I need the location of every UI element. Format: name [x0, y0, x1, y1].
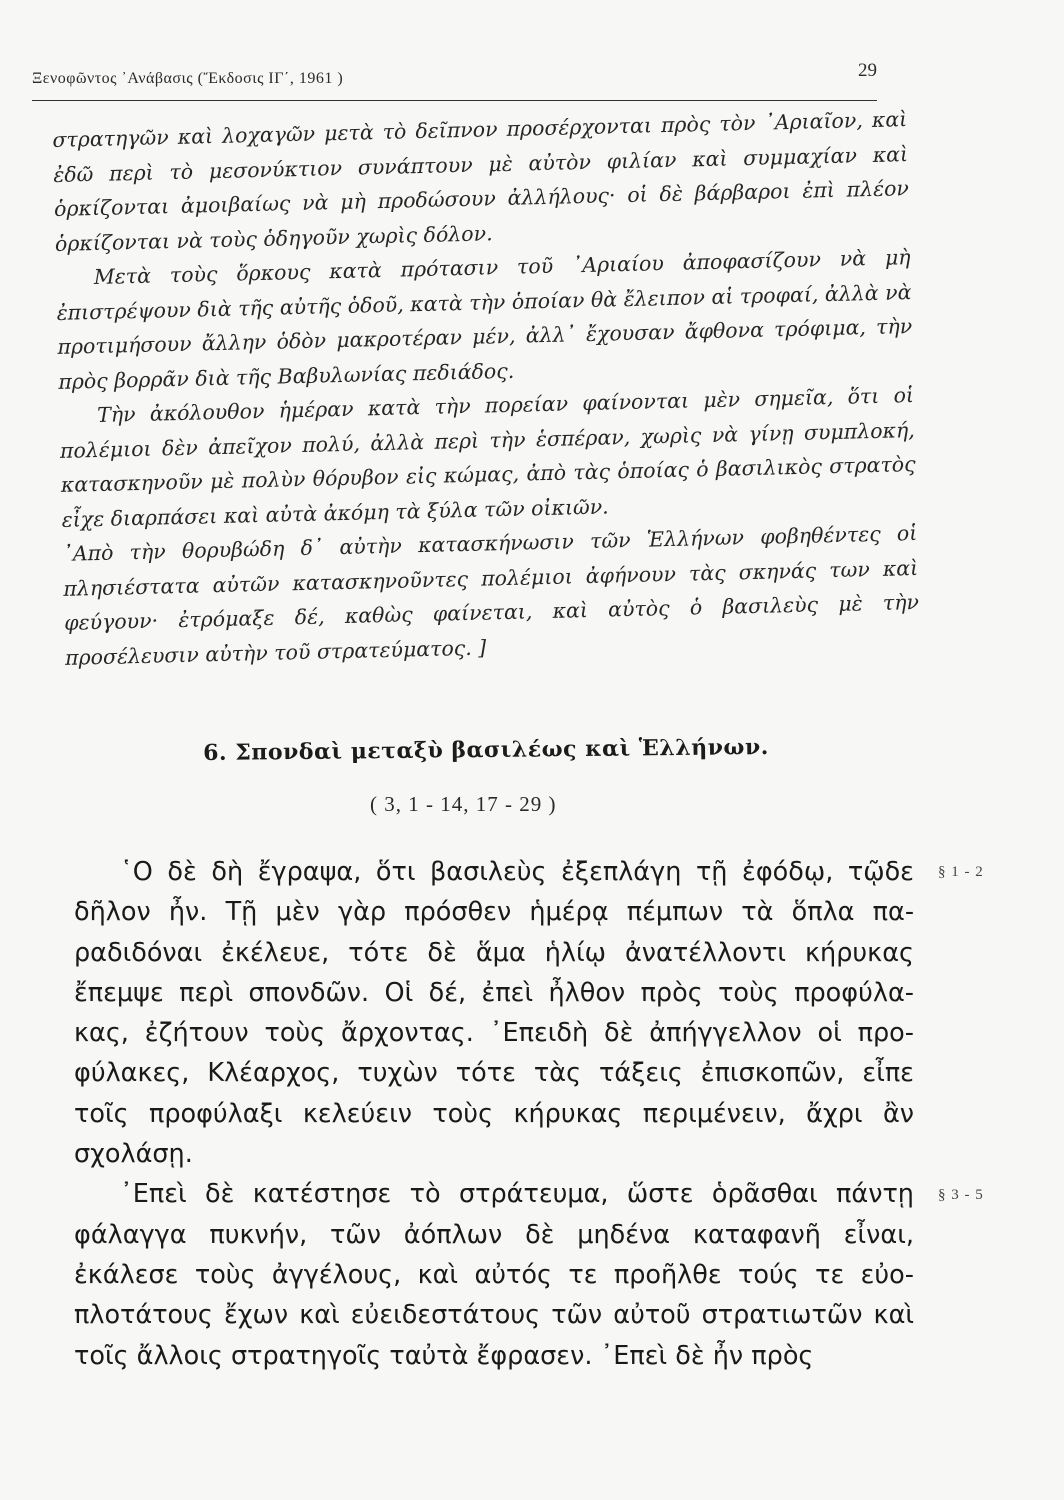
text-line	[74, 1255, 914, 1295]
text-line	[74, 1174, 914, 1214]
text-line-content: κας, ἐζήτουν τοὺς ἄρχοντας. ᾿Επειδὴ δὲ ἀπήγγελλον οἱ προ-	[74, 1018, 914, 1049]
text-line-content: ραδιδόναι ἐκέλευε, τότε δὲ ἅμα ἡλίῳ ἀνατέλλοντι κήρυκας	[74, 937, 914, 968]
running-header	[32, 60, 877, 101]
commentary-paragraph: Μετὰ τοὺς ὅρκους κατὰ πρότασιν τοῦ ᾿Αριαίου ἀποφασίζουν νὰ μὴ ἐπιστρέψουν διὰ τῆς αὐτῆς ὁδοῦ, κατὰ τὴν ὁποίαν θὰ ἔλειπον αἱ τροφαί, ἀλλὰ νὰ προτιμήσουν ἄλλην ὁδὸν μακροτέραν μέν, ἀλλ᾿ ἔχουσαν ἄφθονα τρόφιμα, τὴν πρὸς βορρᾶν διὰ τῆς Βαβυλωνίας πεδιάδος.	[56, 245, 913, 394]
text-line-content: πλοτάτους ἔχων καὶ εὐειδεστάτους τῶν αὐτοῦ στρατιωτῶν καὶ	[74, 1300, 915, 1331]
marginal-section-ref: § 1 - 2	[938, 864, 984, 880]
running-title: Ξενοφῶντος ᾿Ανάβασις (Ἔκδοσις ΙΓ΄, 1961 )	[32, 70, 344, 87]
text-line-content: φύλακες, Κλέαρχος, τυχὼν τότε τὰς τάξεις ἐπισκοπῶν, εἶπε	[74, 1058, 914, 1089]
text-line	[74, 1134, 914, 1174]
text-line-content: δῆλον ἦν. Τῇ μὲν γὰρ πρόσθεν ἡμέρᾳ πέμπων τὰ ὅπλα πα-	[74, 897, 915, 928]
text-line	[74, 933, 914, 973]
text-line-content: σχολάσῃ.	[74, 1139, 193, 1170]
text-line	[74, 1013, 914, 1053]
page-number: 29	[858, 60, 877, 81]
marginal-section-ref: § 3 - 5	[938, 1187, 984, 1203]
commentary-paragraph: ᾿Απὸ τὴν θορυβώδη δ᾿ αὐτὴν κατασκήνωσιν τῶν Ἑλλήνων φοβηθέντες οἱ πλησιέστατα αὐτῶν κατασκηνοῦντες πολέμιοι ἀφήνουν τὰς σκηνάς των καὶ φεύγουν· ἐτρόμαξε δέ, καθὼς φαίνεται, καὶ αὐτὸς ὁ βασιλεὺς μὲ τὴν προσέλευσιν αὐτὴν τοῦ στρατεύματος. ]	[62, 520, 920, 670]
text-line	[74, 852, 914, 892]
text-line-content: τοῖς ἄλλοις στρατηγοῖς ταὐτὰ ἔφρασεν. ᾿Επεὶ δὲ ἦν πρὸς	[74, 1340, 814, 1371]
text-line	[74, 1295, 914, 1335]
text-line-content: ῾Ο δὲ δὴ ἔγραψα, ὅτι βασιλεὺς ἐξεπλάγη τῇ ἐφόδῳ, τῷδε	[120, 857, 914, 887]
section-reference: ( 3, 1 - 14, 17 - 29 )	[370, 792, 557, 816]
text-line-content: ἐκάλεσε τοὺς ἀγγέλους, καὶ αὐτός τε προῆλθε τούς τε εὐο-	[74, 1259, 914, 1290]
commentary-paragraph: στρατηγῶν καὶ λοχαγῶν μετὰ τὸ δεῖπνον προσέρχονται πρὸς τὸν ᾿Αριαῖον, καὶ ἐδῶ περὶ τὸ μεσονύκτιον συνάπτουν μὲ αὐτὸν φιλίαν καὶ συμμαχίαν καὶ ὁρκίζονται ἀμοιβαίως νὰ μὴ προδώσουν ἀλλήλους· οἱ δὲ βάρβαροι ἐπὶ πλέον ὁρκίζονται νὰ τοὺς ὁδηγοῦν χωρὶς δόλον.	[52, 107, 910, 256]
text-line-content: φάλαγγα πυκνήν, τῶν ἀόπλων δὲ μηδένα καταφανῆ εἶναι,	[74, 1219, 914, 1250]
text-line	[74, 973, 914, 1013]
text-line	[74, 1094, 914, 1134]
greek-text-block	[74, 852, 914, 1376]
text-line-content: ᾿Επεὶ δὲ κατέστησε τὸ στράτευμα, ὥστε ὁρᾶσθαι πάντῃ	[120, 1179, 914, 1210]
commentary-paragraph: Τὴν ἀκόλουθον ἡμέραν κατὰ τὴν πορείαν φαίνονται μὲν σημεῖα, ὅτι οἱ πολέμιοι δὲν ἀπεῖχον πολύ, ἀλλὰ περὶ τὴν ἑσπέραν, χωρὶς νὰ γίνῃ συμπλοκή, κατασκηνοῦν μὲ πολὺν θόρυβον εἰς κώμας, ἀπὸ τὰς ὁποίας ὁ βασιλικὸς στρατὸς εἶχε διαρπάσει καὶ αὐτὰ ἀκόμη τὰ ξύλα τῶν οἰκιῶν.	[59, 383, 916, 532]
text-line	[74, 1053, 914, 1093]
text-line	[74, 892, 914, 932]
text-line-content: ἔπεμψε περὶ σπονδῶν. Οἱ δέ, ἐπεὶ ἦλθον πρὸς τοὺς προφύλα-	[74, 977, 914, 1008]
section-title: 6. Σπονδαὶ μεταξὺ βασιλέως καὶ Ἑλλήνων.	[203, 734, 769, 766]
text-line	[74, 1336, 914, 1376]
commentary-block	[52, 102, 920, 675]
text-line-content: τοῖς προφύλαξι κελεύειν τοὺς κήρυκας περιμένειν, ἄχρι ἂν	[74, 1098, 915, 1129]
text-line	[74, 1215, 914, 1255]
